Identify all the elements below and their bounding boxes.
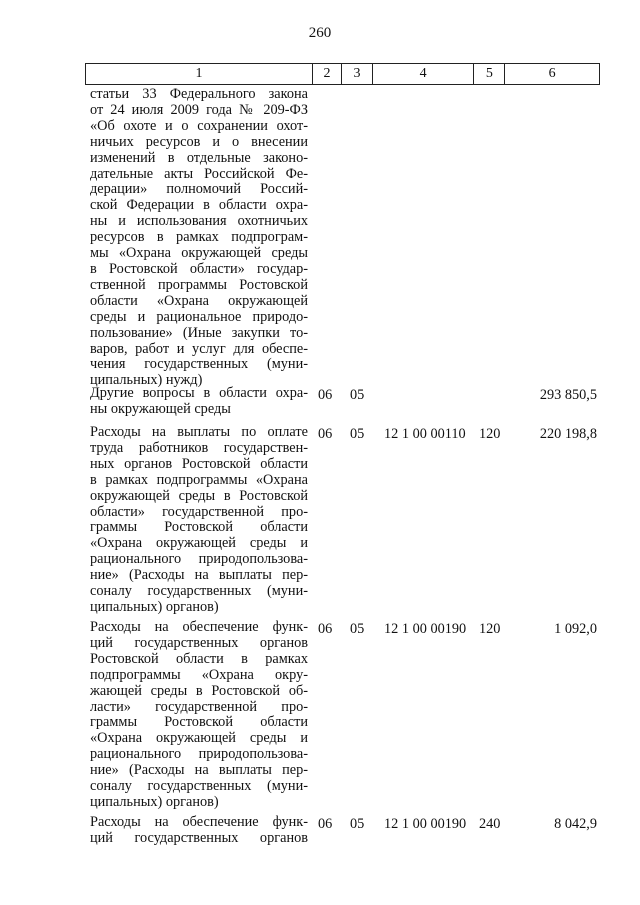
description-line: соналу государственных (муни- bbox=[90, 583, 308, 600]
description-line: статьи 33 Федерального закона bbox=[90, 86, 308, 102]
description-line: рационального природопользова- bbox=[90, 551, 308, 568]
row-3-rz: 06 bbox=[318, 426, 333, 442]
row-3-csr: 12 1 00 00110 bbox=[384, 426, 466, 442]
page-number: 260 bbox=[308, 25, 332, 41]
description-line: области» государственной про- bbox=[90, 503, 308, 520]
description-line: «Об охоте и о сохранении охот- bbox=[90, 117, 308, 134]
description-line: ской Федерации в области охра- bbox=[90, 197, 308, 214]
description-line: ципальных) органов) bbox=[90, 598, 219, 615]
description-line: соналу государственных (муни- bbox=[90, 778, 308, 795]
description-line: варов, работ и услуг для обеспе- bbox=[90, 340, 308, 357]
description-line: ресурсов в рамках подпрограм- bbox=[90, 229, 308, 246]
description-line: труда работников государствен- bbox=[90, 439, 308, 456]
description-line: изменений в отдельные законо- bbox=[90, 149, 308, 166]
header-col-6: 6 bbox=[548, 66, 556, 81]
description-line: ние» (Расходы на выплаты пер- bbox=[90, 567, 308, 584]
table-header-row bbox=[85, 63, 600, 85]
header-col-1: 1 bbox=[86, 64, 313, 84]
description-line: жающей среды в Ростовской об- bbox=[90, 682, 308, 699]
header-col-4: 4 bbox=[373, 64, 475, 84]
description-line: «Охрана окружающей среды и bbox=[90, 535, 308, 552]
row-2-rz: 06 bbox=[318, 387, 333, 403]
description-line: ласти» государственной про- bbox=[90, 698, 308, 715]
row-5-description bbox=[90, 815, 308, 847]
row-4-rz: 06 bbox=[318, 621, 333, 637]
row-3-description bbox=[90, 425, 308, 616]
description-line: чения государственных (муни- bbox=[90, 356, 308, 373]
row-2-pr: 05 bbox=[350, 387, 365, 403]
description-line: дательные акты Российской Фе- bbox=[90, 165, 308, 182]
description-line: Расходы на обеспечение функ- bbox=[90, 619, 308, 635]
description-line: ций государственных органов bbox=[90, 634, 308, 651]
header-col-2: 2 bbox=[313, 64, 342, 84]
description-line: ние» (Расходы на выплаты пер- bbox=[90, 762, 308, 779]
description-line: Ростовской области в рамках bbox=[90, 650, 308, 667]
row-3-vr: 120 bbox=[479, 426, 501, 442]
row-2-sum: 293 850,5 bbox=[539, 387, 597, 403]
description-line: ственной программы Ростовской bbox=[90, 276, 308, 293]
description-line: Расходы на обеспечение функ- bbox=[90, 814, 308, 830]
row-5-csr: 12 1 00 00190 bbox=[384, 816, 467, 832]
header-col-5: 5 bbox=[474, 64, 505, 84]
description-line: окружающей среды в Ростовской bbox=[90, 487, 308, 504]
description-line: граммы Ростовской области bbox=[90, 714, 308, 731]
description-line: подпрограммы «Охрана окру- bbox=[90, 666, 308, 683]
row-4-csr: 12 1 00 00190 bbox=[384, 621, 467, 637]
description-line: ных органов Ростовской области bbox=[90, 455, 308, 472]
row-3-pr: 05 bbox=[350, 426, 365, 442]
row-4-vr: 120 bbox=[479, 621, 501, 637]
description-line: ны окружающей среды bbox=[90, 400, 231, 417]
description-line: в рамках подпрограммы «Охрана bbox=[90, 471, 308, 488]
row-3-sum: 220 198,8 bbox=[539, 426, 597, 442]
description-line: граммы Ростовской области bbox=[90, 519, 308, 536]
row-2-description bbox=[90, 386, 308, 418]
description-line: ничьих ресурсов и о внесении bbox=[90, 133, 308, 150]
description-line: области «Охрана окружающей bbox=[90, 292, 308, 309]
row-4-description bbox=[90, 620, 308, 811]
description-line: рационального природопользова- bbox=[90, 746, 308, 763]
row-5-pr: 05 bbox=[350, 816, 365, 832]
row-4-pr: 05 bbox=[350, 621, 365, 637]
description-line: от 24 июля 2009 года № 209-ФЗ bbox=[90, 101, 308, 118]
row-5-sum: 8 042,9 bbox=[554, 816, 597, 832]
description-line: пользование» (Иные закупки то- bbox=[90, 324, 308, 341]
description-line: в Ростовской области» государ- bbox=[90, 260, 308, 277]
description-line: дерации» полномочий Россий- bbox=[90, 181, 308, 198]
description-line: Другие вопросы в области охра- bbox=[90, 385, 308, 401]
description-line: ций государственных органов bbox=[90, 829, 308, 846]
row-1-description bbox=[90, 87, 308, 389]
description-line: ны и использования охотничьих bbox=[90, 213, 308, 230]
header-col-3: 3 bbox=[342, 64, 373, 84]
row-4-sum: 1 092,0 bbox=[554, 621, 597, 637]
row-5-rz: 06 bbox=[318, 816, 333, 832]
row-5-vr: 240 bbox=[479, 816, 501, 832]
description-line: среды и рациональное природо- bbox=[90, 308, 308, 325]
description-line: мы «Охрана окружающей среды bbox=[90, 245, 308, 262]
description-line: «Охрана окружающей среды и bbox=[90, 730, 308, 747]
description-line: ципальных) нужд) bbox=[90, 372, 203, 389]
description-line: ципальных) органов) bbox=[90, 793, 219, 810]
description-line: Расходы на выплаты по оплате bbox=[90, 424, 308, 440]
